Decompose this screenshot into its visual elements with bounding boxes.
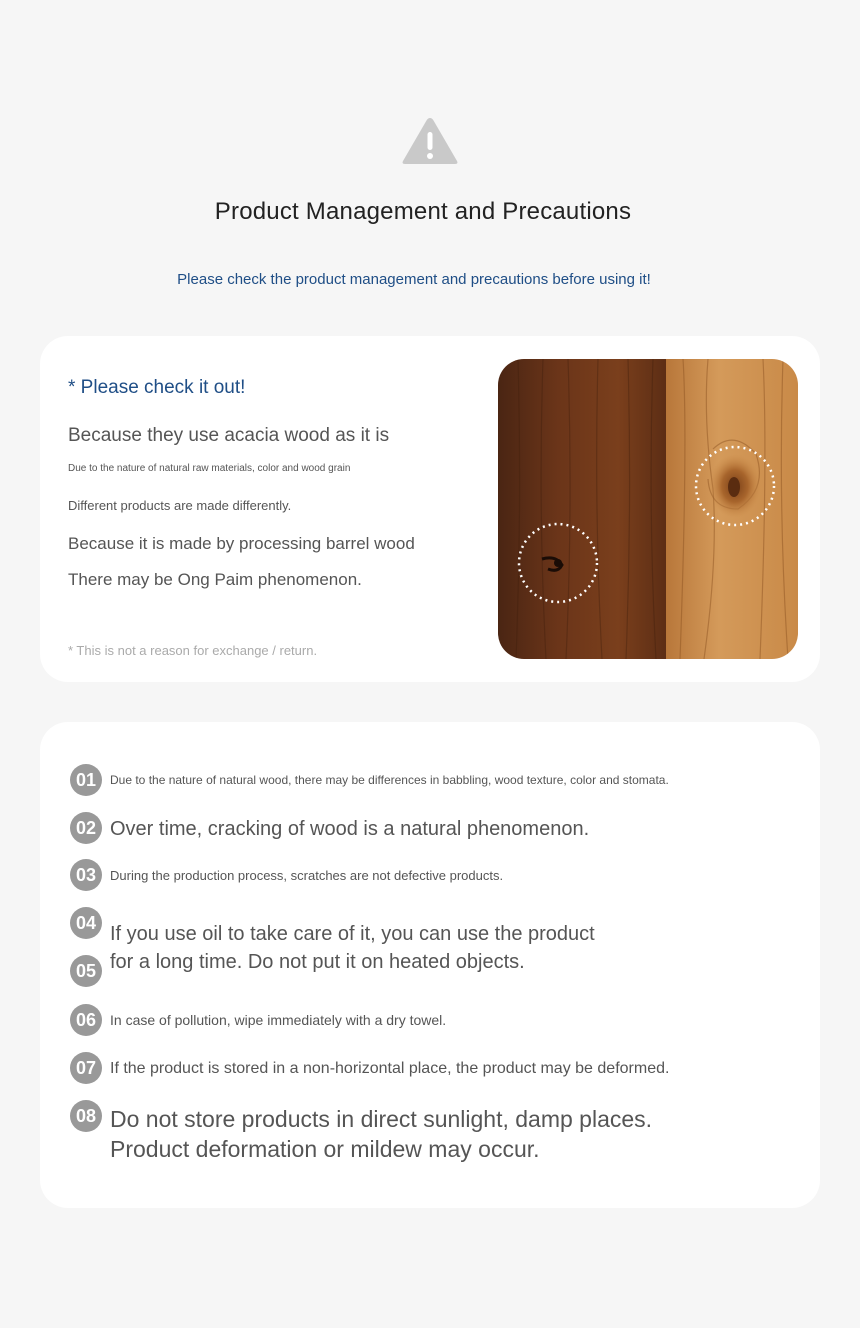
precaution-text: for a long time. Do not put it on heated objects. (110, 951, 525, 973)
precaution-text: During the production process, scratches are not defective products. (110, 868, 504, 883)
notice-footnote: * This is not a reason for exchange / return. (68, 643, 318, 658)
warning-icon (401, 115, 459, 167)
notice-heading: * Please check it out! (68, 377, 246, 398)
notice-line: Because it is made by processing barrel wood (68, 534, 415, 553)
notice-line: Because they use acacia wood as it is (68, 425, 390, 446)
notice-line: There may be Ong Paim phenomenon. (68, 570, 362, 589)
precaution-text: Do not store products in direct sunlight, damp places. (110, 1106, 653, 1132)
number-badge: 05 (70, 955, 102, 987)
number-badge: 02 (70, 812, 102, 844)
number-badge: 03 (70, 859, 102, 891)
number-badge: 04 (70, 907, 102, 939)
precaution-text: Over time, cracking of wood is a natural phenomenon. (110, 818, 590, 840)
precaution-text: In case of pollution, wipe immediately with a dry towel. (110, 1012, 447, 1028)
number-badge: 07 (70, 1052, 102, 1084)
page-title: Product Management and Precautions (214, 198, 632, 225)
precaution-text: Due to the nature of natural wood, there may be differences in babbling, wood texture, color and stomata. (110, 773, 669, 787)
precautions-card (40, 722, 820, 1208)
number-badge: 06 (70, 1004, 102, 1036)
page-subtitle: Please check the product management and precautions before using it! (177, 271, 651, 288)
notice-card (40, 336, 820, 682)
wood-grain-image (498, 359, 798, 659)
number-badge: 08 (70, 1100, 102, 1132)
notice-line: Due to the nature of natural raw materials, color and wood grain (68, 463, 351, 474)
number-badge: 01 (70, 764, 102, 796)
notice-line: Different products are made differently. (68, 498, 292, 513)
precaution-text: If the product is stored in a non-horizontal place, the product may be deformed. (110, 1060, 670, 1077)
precaution-text: Product deformation or mildew may occur. (110, 1136, 540, 1162)
precaution-text: If you use oil to take care of it, you can use the product (110, 923, 595, 945)
